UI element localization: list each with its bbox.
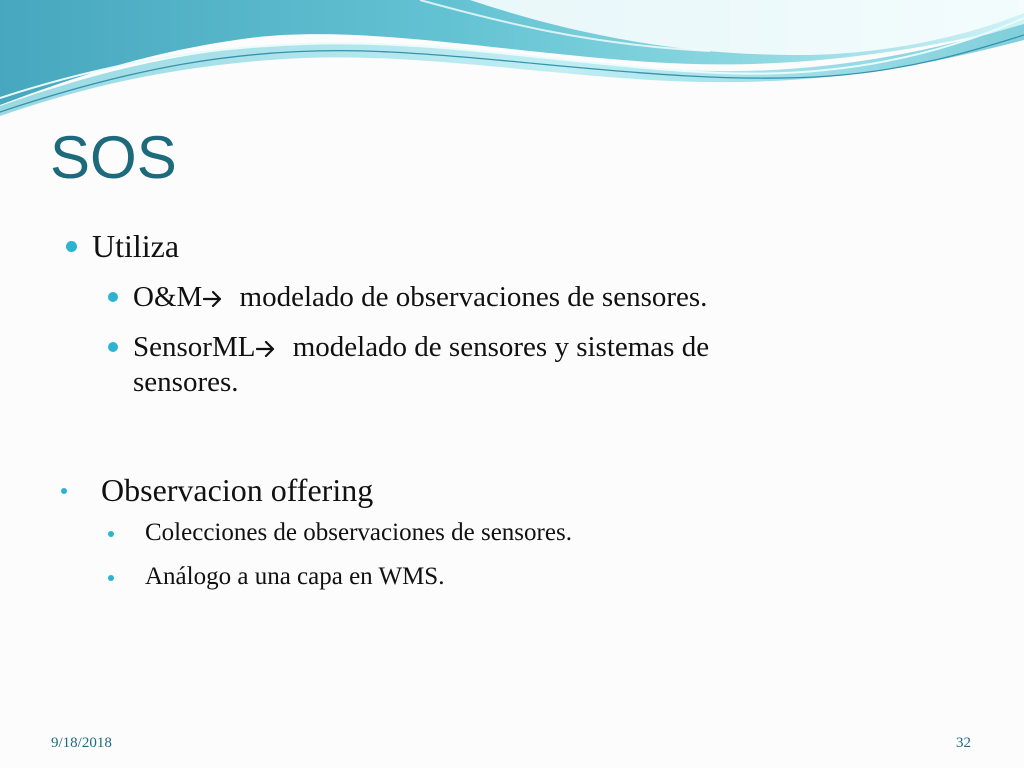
right-arrow-icon xyxy=(203,290,224,308)
bullet-icon xyxy=(66,241,77,252)
sensorml-description: modelado de sensores y sistemas de xyxy=(285,331,710,363)
bullet-icon xyxy=(108,292,118,302)
bullet-sensorml-text xyxy=(133,330,709,400)
bullet-sensorml xyxy=(108,330,709,400)
slide-title: SOS xyxy=(50,124,177,191)
bullet-om xyxy=(108,280,707,315)
bullet-observacion-text: Observacion offering xyxy=(101,472,374,508)
bullet-colecciones xyxy=(108,518,572,548)
bullet-observacion xyxy=(61,472,373,508)
bullet-utiliza xyxy=(66,228,179,264)
bullet-icon xyxy=(108,575,114,581)
bullet-icon xyxy=(108,531,114,537)
sensorml-label: SensorML xyxy=(133,331,256,363)
om-description: modelado de observaciones de sensores. xyxy=(232,281,708,313)
footer-date: 9/18/2018 xyxy=(51,735,112,751)
bullet-icon xyxy=(108,342,118,352)
bullet-colecciones-text: Colecciones de observaciones de sensores. xyxy=(145,519,572,546)
bullet-analogo-text: Análogo a una capa en WMS. xyxy=(145,563,445,590)
bullet-analogo xyxy=(108,562,444,592)
bullet-om-text xyxy=(133,280,707,315)
bullet-icon xyxy=(61,488,67,494)
footer-page-number: 32 xyxy=(956,735,971,751)
header-wave-decoration xyxy=(0,0,1024,120)
sensorml-description-continuation: sensores. xyxy=(133,366,239,398)
bullet-utiliza-text: Utiliza xyxy=(92,228,180,264)
right-arrow-icon xyxy=(256,340,277,358)
om-label: O&M xyxy=(133,281,203,313)
